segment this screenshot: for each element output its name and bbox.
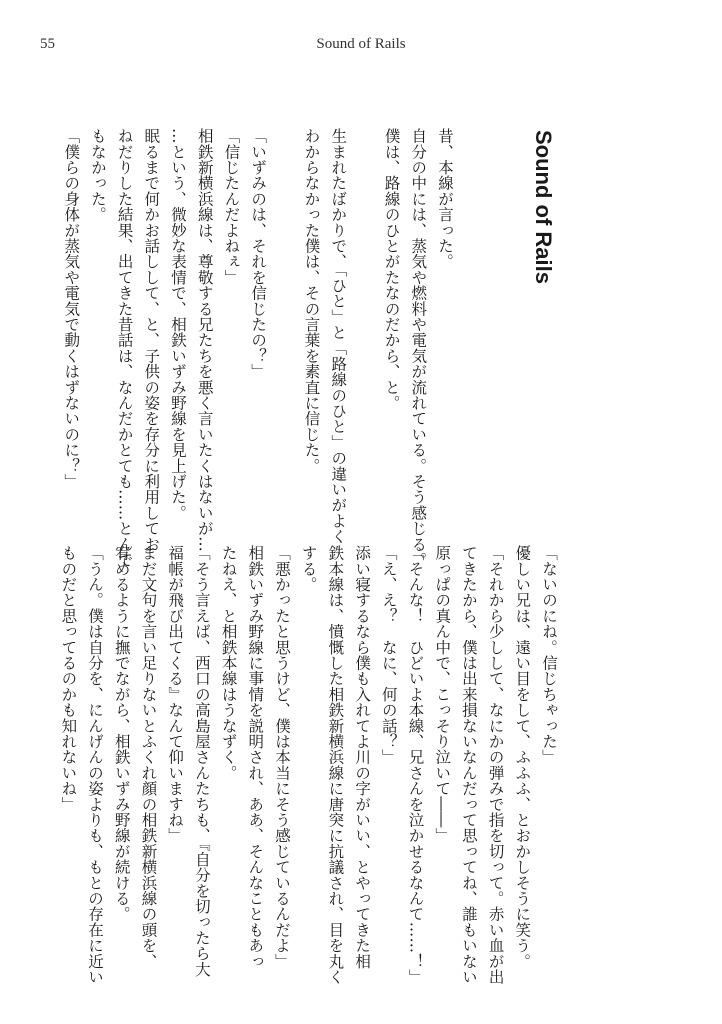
chapter-title-text: Sound of Rails	[531, 130, 556, 284]
text-line: 「ないのにね。信じちゃった」	[540, 545, 558, 765]
page-number: 55	[40, 36, 55, 52]
text-line: 原っぱの真ん中で、こっそり泣いて――」	[433, 545, 452, 844]
text-line: ものだと思ってるのかも知れないね」	[59, 545, 78, 812]
text-line: 僕は、路線のひとがたなのだから、と。	[382, 128, 401, 411]
text-line: 優しい兄は、遠い目をして、ふふふ、とおかしそうに笑う。	[513, 545, 532, 969]
text-line: ねだりした結果、出てきた昔話は、なんだかとても……とんで	[115, 128, 134, 568]
text-line: てきたから、僕は出来損ないなんだって思ってね、誰もいない	[459, 545, 478, 985]
text-line: 眠るまで何かお話しして、と、子供の姿を存分に利用してお	[142, 128, 161, 552]
text-line: 昔、本線が言った。	[436, 128, 454, 270]
text-block-top	[62, 128, 458, 568]
text-line: 自分の中には、蒸気や燃料や電気が流れている。そう感じる。	[409, 128, 428, 568]
text-line: 相鉄新横浜線は、尊敬する兄たちを悪く言いたくはないが…	[195, 128, 214, 552]
running-head: Sound of Rails	[316, 36, 406, 52]
text-line: 生まれたばかりで、「ひと」と「路線のひと」の違いがよく	[329, 128, 348, 545]
text-line: たねえ、と相鉄本線はうなずく。	[219, 545, 238, 781]
blank-line	[271, 128, 298, 528]
text-block-bottom	[59, 545, 562, 985]
text-line: 相鉄いずみ野線に事情を説明され、ああ、そんなこともあっ	[246, 545, 265, 969]
text-line: 「そう言えば、西口の高島屋さんたちも、『自分を切ったら大	[192, 545, 211, 977]
text-line: もなかった。	[88, 128, 107, 223]
text-line: 「悪かったと思うけど、僕は本当にそう感じているんだよ」	[272, 545, 291, 969]
text-line: 鉄本線は、憤慨した相鉄新横浜線に唐突に抗議され、目を丸く	[326, 545, 345, 985]
text-line: 「信じたんだよねぇ」	[222, 128, 241, 285]
text-line: 福帳が飛び出てくる』なんて仰いますね」	[166, 545, 185, 844]
text-line: する。	[299, 545, 318, 593]
text-line: 「うん。僕は自分を、にんげんの姿よりも、もとの存在に近い	[86, 545, 105, 985]
text-line: 宥めるように撫でながら、相鉄いずみ野線が続ける。	[112, 545, 131, 922]
text-line: 「え、え？ なに、何の話？」	[379, 545, 398, 765]
text-line: …という、微妙な表情で、相鉄いずみ野線を見上げた。	[169, 128, 187, 521]
blank-line	[351, 128, 378, 528]
text-line: まだ文句を言い足りないとふくれ顔の相鉄新横浜線の頭を、	[139, 545, 158, 969]
text-line: 「僕らの身体が蒸気や電気で動くはずないのに？」	[62, 128, 81, 490]
chapter-title	[528, 130, 558, 290]
text-line: わからなかった僕は、その言葉を素直に信じた。	[302, 128, 321, 474]
text-line: 「そんな！ ひどいよ本線、兄さんを泣かせるなんて……！」	[406, 545, 425, 985]
text-line: 「いずみのは、それを信じたの？」	[249, 128, 268, 380]
text-line: 添い寝するなら僕も入れてよ川の字がいい、とやってきた相	[353, 545, 372, 969]
text-line: 「それから少しして、なにかの弾みで指を切って。赤い血が出	[486, 545, 505, 985]
